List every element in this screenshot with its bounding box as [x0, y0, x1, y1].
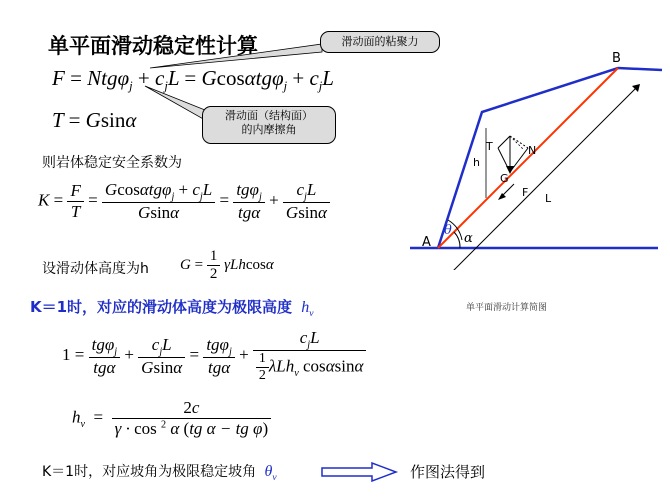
- callout-cohesion-text: 滑动面的粘聚力: [341, 35, 419, 48]
- point-A-label: A: [422, 235, 431, 250]
- force-T-label: T: [486, 140, 493, 153]
- length-L-dimension: [452, 88, 636, 270]
- point-B-label: B: [612, 51, 621, 66]
- callout-friction-angle: [202, 106, 336, 144]
- angle-theta-label: θ: [444, 223, 452, 238]
- k1-limit-height-statement: K＝1时，对应的滑动体高度为极限高度 $h_v$: [30, 298, 314, 320]
- k1-limit-angle-text: K＝1时，对应坡角为极限稳定坡角: [42, 464, 257, 480]
- angle-alpha-arc: [454, 232, 460, 248]
- callout-friction-line1: 滑动面（结构面）: [225, 109, 313, 122]
- k1-limit-angle-statement: K＝1时，对应坡角为极限稳定坡角 $\theta_v$: [42, 463, 277, 484]
- callout-friction-line2: 的内摩擦角: [241, 123, 297, 136]
- formula-G: G = $\frac{1}{2}$ γLhcosα: [180, 248, 274, 282]
- force-G-label: G: [500, 172, 509, 185]
- formula-K: K = $\frac{F}{T}$ = $\frac{Gcos\alpha tg\varphi_j + c_jL}{Gsin\alpha}$ = $\frac{tg\varphi_j}{\text{tgα}}$ + $\frac{c_jL}{Gsin\alpha}$: [38, 180, 330, 223]
- formula-F: $F = Ntg\varphi_j + c_jL = Gcos\alpha tg\varphi_j + c_jL$: [52, 66, 334, 94]
- height-h-label: h: [473, 156, 480, 169]
- angle-alpha-label: α: [464, 231, 473, 246]
- arrow-right-icon: [320, 462, 400, 482]
- page-title: 单平面滑动稳定性计算: [48, 34, 258, 58]
- formula-T: T = Gsinα: [52, 108, 137, 132]
- slope-diagram: [400, 50, 670, 270]
- k1-limit-height-text: K＝1时，对应的滑动体高度为极限高度: [30, 298, 293, 316]
- force-F-label: F: [522, 186, 529, 199]
- height-intro: 设滑动体高度为h: [42, 261, 149, 277]
- graph-method-text: 作图法得到: [410, 463, 486, 481]
- force-N-label: N: [528, 144, 537, 157]
- formula-hv: $h_v$ = $\frac{2c}{\gamma \cdot \cos ^2 \alpha (tg \alpha - tg \varphi)}$: [72, 398, 271, 439]
- callout-pointer-cohesion: [150, 44, 322, 68]
- formula-K-equals-1: 1 = $\frac{tg\varphi_j}{\text{tgα}}$ + $\frac{c_jL}{Gsin\alpha}$ = $\frac{tg\varphi_j}{\text{tgα}}$ + $c_jL$ $\frac{1}{2}$ λLh$_v$ cosαsinα: [62, 328, 366, 384]
- force-T: [510, 136, 524, 150]
- safety-factor-intro: 则岩体稳定安全系数为: [42, 155, 182, 171]
- slip-plane: [438, 68, 618, 248]
- length-L-label: L: [545, 192, 552, 205]
- diagram-caption: 单平面滑动计算简图: [466, 303, 548, 313]
